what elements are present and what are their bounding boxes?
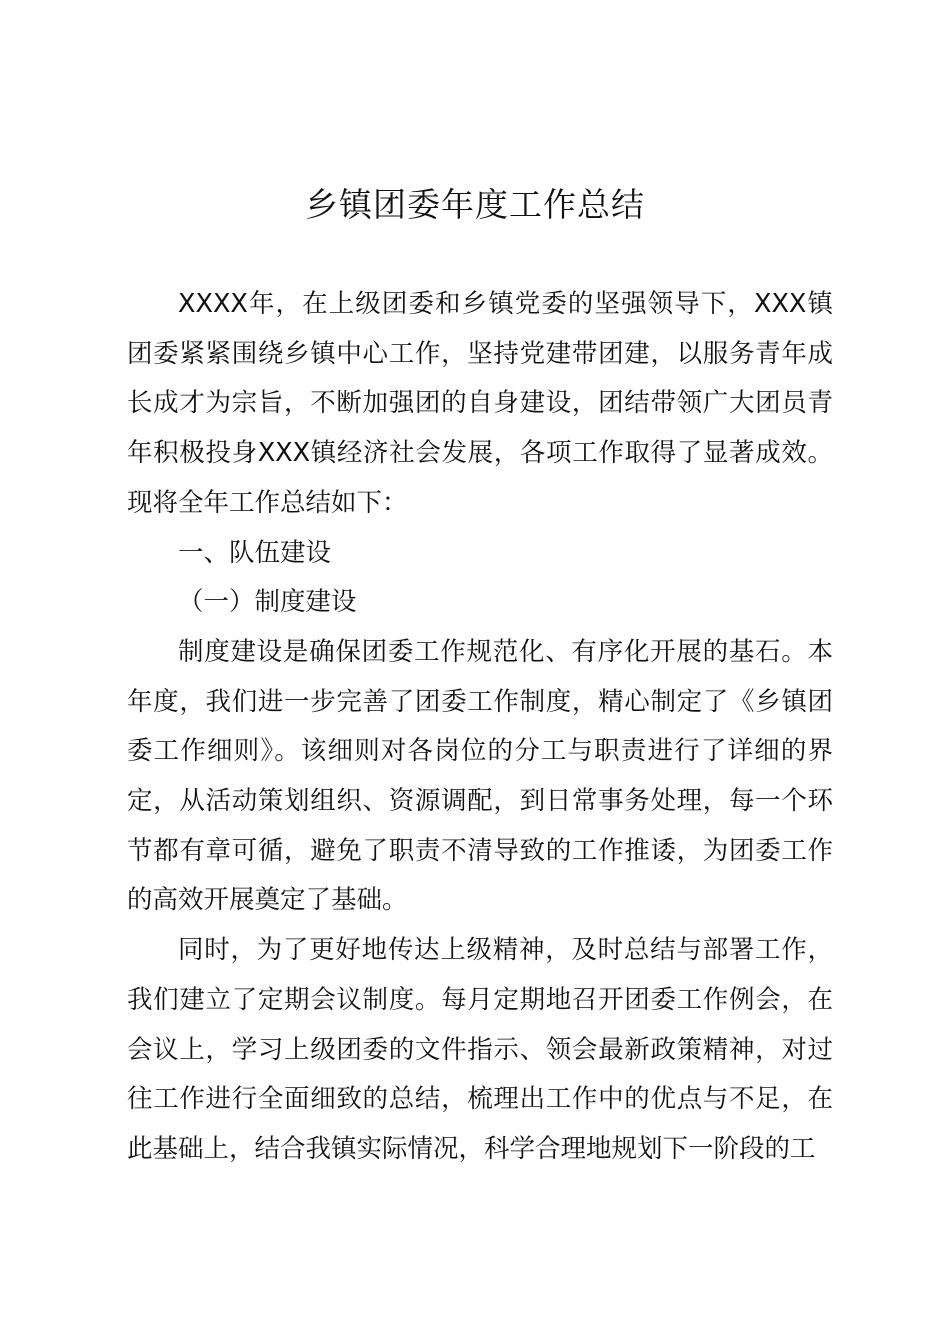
paragraph-meeting-system: 同时，为了更好地传达上级精神，及时总结与部署工作，我们建立了定期会议制度。每月定期地召开团委工作例会，在会议上，学习上级团委的文件指示、领会最新政策精神，对过往工作进行全面细致的总结，梳理出工作中的优点与不足，在此基础上，结合我镇实际情况，科学合理地规划下一阶段的工 xyxy=(127,935,833,1164)
heading-section-1: 一、队伍建设 xyxy=(178,537,332,568)
paragraph-system-building: 制度建设是确保团委工作规范化、有序化开展的基石。本年度，我们进一步完善了团委工作制度，精心制定了《乡镇团委工作细则》。该细则对各岗位的分工与职责进行了详细的界定，从活动策划组织、资源调配，到日常事务处理，每一个环节都有章可循，避免了职责不清导致的工作推诿，为团委工作的高效开展奠定了基础。 xyxy=(127,636,833,916)
heading-subsection-1: （一）制度建设 xyxy=(178,587,357,618)
paragraph-intro: XXXX年，在上级团委和乡镇党委的坚强领导下，XXX镇团委紧紧围绕乡镇中心工作，坚持党建带团建，以服务青年成长成才为宗旨，不断加强团的自身建设，团结带领广大团员青年积极投身XXX镇经济社会发展，各项工作取得了显著成效。现将全年工作总结如下： xyxy=(127,289,833,518)
document-title: 乡镇团委年度工作总结 xyxy=(305,185,645,224)
document-body xyxy=(127,280,833,1175)
